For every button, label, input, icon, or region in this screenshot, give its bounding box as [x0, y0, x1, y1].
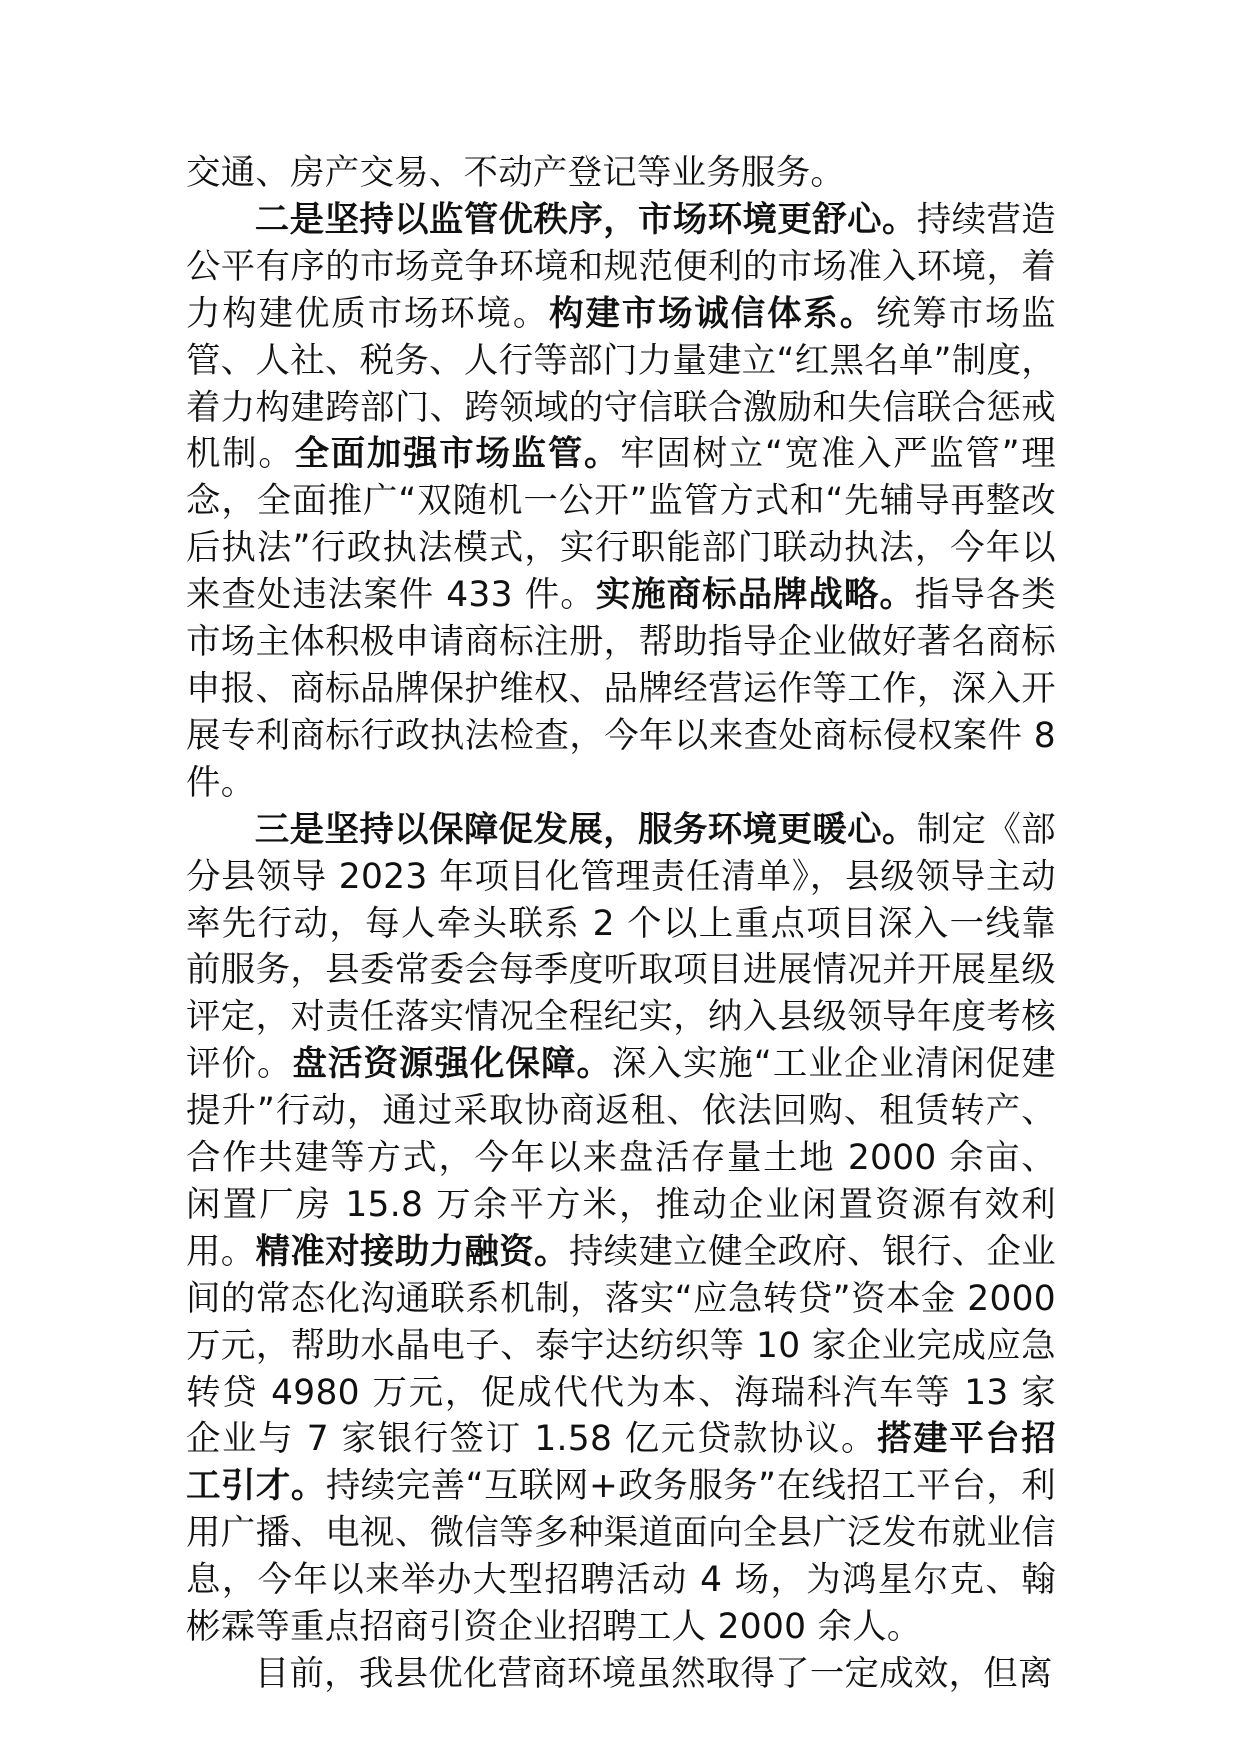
- paragraph-text: 持续完善“互联网+政务服务”在线招工平台，利用广播、电视、微信等多种渠道面向全县广泛发布就业信息，今年以来举办大型招聘活动 4 场，为鸿星尔克、翰彬霖等重点招商引资企业招聘工人 2000 余人。: [186, 1466, 1056, 1648]
- paragraph-text: 交通、房产交易、不动产登记等业务服务。: [186, 153, 846, 193]
- paragraph-text: 持续建立健全政府、银行、企业间的常态化沟通联系机制，落实“应急转贷”资本金 2000 万元，帮助水晶电子、泰宇达纺织等 10 家企业完成应急转贷 4980 万元，促成代代为本、海瑞科汽车等 13 家企业与 7 家银行签订 1.58 亿元贷款协议。: [186, 1231, 1057, 1460]
- paragraph-market-environment: [186, 197, 1056, 807]
- section-heading-market: 二是坚持以监管优秩序，市场环境更舒心。: [254, 199, 917, 240]
- paragraph-service-environment: [186, 807, 1056, 1651]
- subheading-credit-system: 构建市场诚信体系。: [549, 293, 877, 334]
- subheading-resource-guarantee: 盘活资源强化保障。: [292, 1044, 612, 1085]
- subheading-financing: 精准对接助力融资。: [255, 1231, 569, 1272]
- paragraph-current-status: [186, 1651, 1056, 1698]
- subheading-trademark-strategy: 实施商标品牌战略。: [595, 575, 915, 616]
- paragraph-text: 指导各类市场主体积极申请商标注册，帮助指导企业做好著名商标申报、商标品牌保护维权、品牌经营运作等工作，深入开展专利商标行政执法检查，今年以来查处商标侵权案件 8 件。: [186, 575, 1057, 803]
- document-body: [186, 150, 1056, 1698]
- paragraph-text: 深入实施“工业企业清闲促建提升”行动，通过采取协商返租、依法回购、租赁转产、合作共建等方式，今年以来盘活存量土地 2000 余亩、闲置厂房 15.8 万余平方米，推动企业闲置资源有效利用。: [186, 1044, 1056, 1272]
- paragraph-text: 目前，我县优化营商环境虽然取得了一定成效，但离: [254, 1654, 1053, 1694]
- subheading-recruitment: 搭建平台招工引才。: [186, 1419, 1056, 1507]
- section-heading-service: 三是坚持以保障促发展，服务环境更暖心。: [254, 809, 917, 850]
- subheading-market-supervision: 全面加强市场监管。: [294, 434, 621, 475]
- paragraph-continuation: [186, 150, 1056, 197]
- paragraph-text: 持续营造公平有序的市场竞争环境和规范便利的市场准入环境，着力构建优质市场环境。: [186, 199, 1056, 334]
- paragraph-text: 牢固树立“宽准入严监管”理念，全面推广“双随机一公开”监管方式和“先辅导再整改后执法”行政执法模式，实行职能部门联动执法，今年以来查处违法案件 433 件。: [186, 434, 1056, 616]
- paragraph-text: 统筹市场监管、人社、税务、人行等部门力量建立“红黑名单”制度，着力构建跨部门、跨领域的守信联合激励和失信联合惩戒机制。: [186, 293, 1056, 475]
- paragraph-text: 制定《部分县领导 2023 年项目化管理责任清单》，县级领导主动率先行动，每人牵头联系 2 个以上重点项目深入一线靠前服务，县委常委会每季度听取项目进展情况并开展星级评定，对责任落实情况全程纪实，纳入县级领导年度考核评价。: [186, 809, 1056, 1085]
